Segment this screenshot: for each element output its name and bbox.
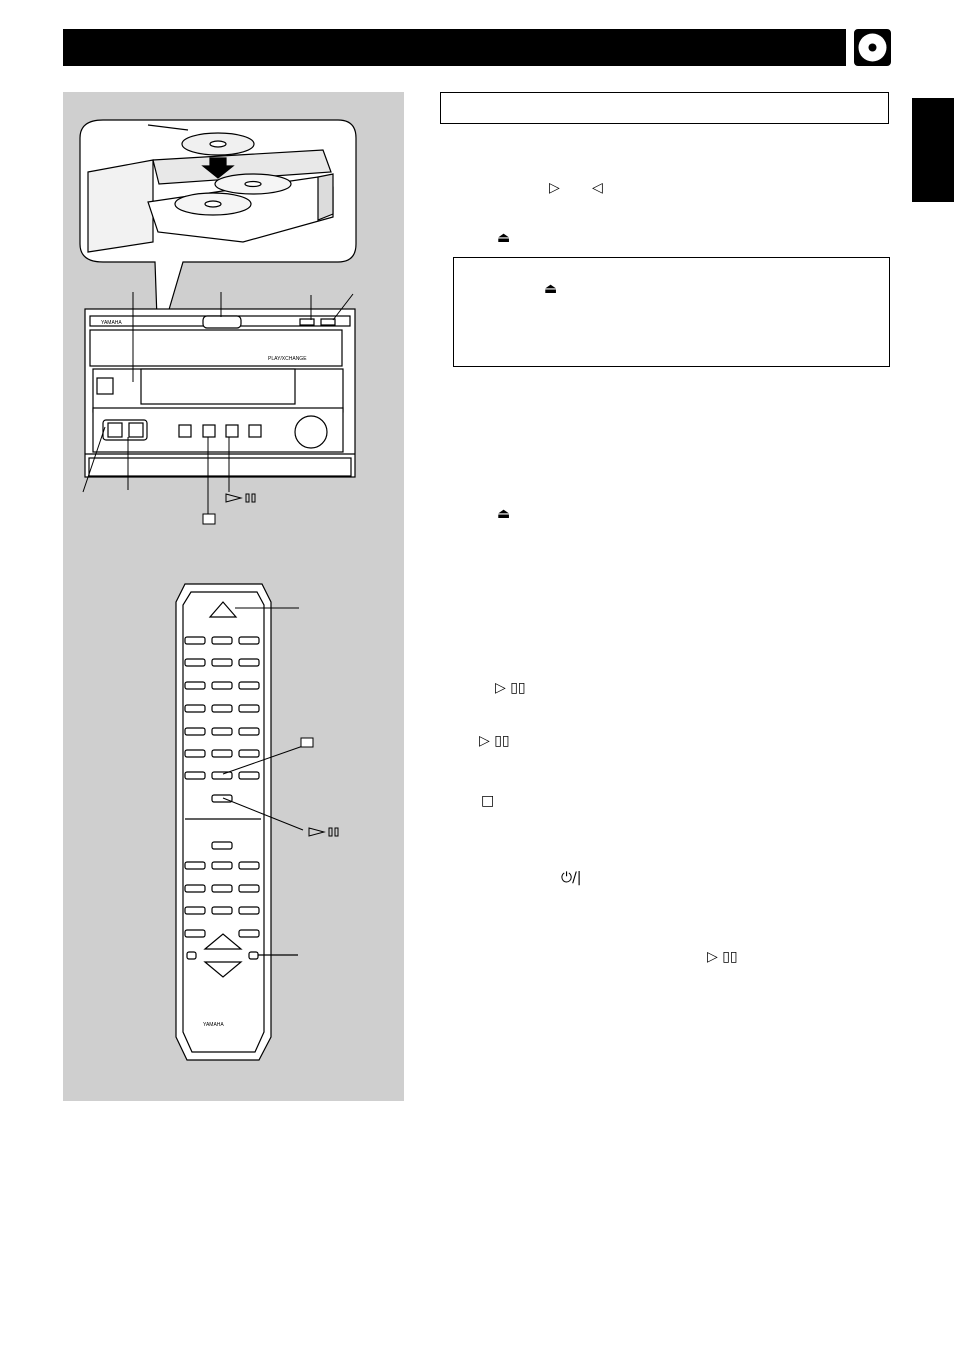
- remote-brand: YAMAHA: [203, 1022, 224, 1028]
- note-box: [453, 257, 890, 367]
- play-pause-icon: ▷ ▯▯: [495, 680, 526, 696]
- front-panel-brand: YAMAHA: [101, 320, 122, 326]
- language-side-tab: [912, 98, 954, 202]
- illustration-panel: [63, 92, 404, 1101]
- header-bar: [63, 29, 846, 66]
- eject-icon: ⏏: [497, 230, 511, 246]
- reverse-icon: ◁: [592, 180, 603, 196]
- play-pause-icon: [309, 828, 338, 836]
- remote-control: [176, 584, 298, 1060]
- play-icon: ▷: [549, 180, 560, 196]
- play-pause-icon: ▷ ▯▯: [479, 733, 510, 749]
- eject-icon: ⏏: [544, 281, 558, 297]
- play-pause-icon: ▷ ▯▯: [707, 949, 738, 965]
- section-title-box: [440, 92, 889, 124]
- play-pause-icon: [226, 494, 255, 502]
- power-icon: ⏻/|: [561, 870, 582, 886]
- cd-disc-icon: [854, 29, 891, 66]
- eject-icon: ⏏: [497, 506, 511, 522]
- stop-icon: □: [481, 793, 495, 809]
- front-panel: [85, 309, 355, 477]
- stop-icon: [203, 514, 215, 524]
- stop-icon: [301, 738, 313, 747]
- changer-logo: PLAY/XCHANGE: [268, 356, 307, 362]
